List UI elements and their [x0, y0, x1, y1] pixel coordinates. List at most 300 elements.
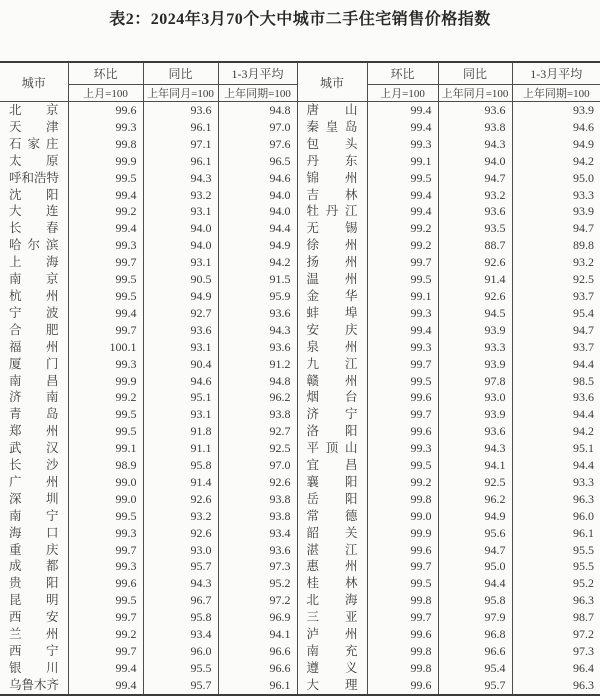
value-cell: 89.8 [573, 238, 594, 253]
city-cell: 遵义 [297, 660, 367, 677]
value-cell: 99.3 [367, 339, 438, 356]
table-row [0, 508, 600, 525]
city-cell: 烟台 [297, 389, 367, 406]
city-cell: 成都 [0, 558, 68, 575]
value-cell: 99.6 [367, 677, 438, 695]
value-cell: 93.1 [143, 254, 218, 271]
table-row [0, 525, 600, 542]
table-row [0, 677, 600, 695]
value-cell: 94.4 [438, 575, 512, 592]
value-cell: 93.9 [573, 204, 594, 219]
value-cell: 96.0 [573, 508, 594, 523]
city-cell: 沈阳 [0, 187, 68, 204]
value-cell: 95.1 [573, 441, 594, 456]
value-cell: 94.0 [218, 187, 297, 204]
value-cell: 94.9 [573, 136, 594, 151]
value-cell: 95.0 [438, 558, 512, 575]
value-cell: 99.7 [367, 406, 438, 423]
city-cell: 宜昌 [297, 457, 367, 474]
value-cell: 99.8 [367, 643, 438, 660]
value-cell: 92.6 [438, 288, 512, 305]
city-cell: 青岛 [0, 406, 68, 423]
value-cell: 99.2 [68, 389, 143, 406]
header-yoy-left: 同比 [143, 62, 218, 85]
table-row [0, 254, 600, 271]
table-row [0, 203, 600, 220]
value-cell: 94.4 [573, 356, 594, 371]
value-cell: 99.0 [367, 508, 438, 525]
value-cell: 94.9 [143, 288, 218, 305]
table-row [0, 558, 600, 575]
city-cell: 南昌 [0, 373, 68, 390]
city-cell: 天津 [0, 119, 68, 136]
city-cell: 金华 [297, 288, 367, 305]
header-city-left: 城市 [0, 62, 68, 102]
value-cell: 99.7 [367, 558, 438, 575]
value-cell: 99.2 [68, 626, 143, 643]
value-cell: 98.5 [573, 373, 594, 388]
header-yoy-base-right: 上年同月=100 [438, 85, 512, 102]
table-row [0, 356, 600, 373]
value-cell: 99.7 [68, 643, 143, 660]
value-cell: 99.3 [68, 525, 143, 542]
table-row [0, 187, 600, 204]
value-cell: 94.3 [143, 575, 218, 592]
city-cell: 重庆 [0, 542, 68, 559]
value-cell: 93.6 [218, 305, 297, 322]
value-cell: 99.1 [367, 288, 438, 305]
city-cell: 郑州 [0, 423, 68, 440]
table-row [0, 170, 600, 187]
value-cell: 96.8 [438, 626, 512, 643]
table-row [0, 305, 600, 322]
value-cell: 97.2 [218, 592, 297, 609]
table-row [0, 237, 600, 254]
table-row [0, 491, 600, 508]
table-row [0, 406, 600, 423]
city-cell: 常德 [297, 508, 367, 525]
value-cell: 97.2 [573, 627, 594, 642]
value-cell: 99.4 [68, 677, 143, 695]
value-cell: 99.3 [367, 305, 438, 322]
value-cell: 99.2 [68, 203, 143, 220]
header-yoy-base-left: 上年同月=100 [143, 85, 218, 102]
value-cell: 96.4 [573, 660, 594, 675]
value-cell: 93.1 [143, 339, 218, 356]
value-cell: 93.0 [143, 542, 218, 559]
city-cell: 温州 [297, 271, 367, 288]
table-body [0, 102, 600, 695]
value-cell: 99.4 [68, 187, 143, 204]
value-cell: 94.5 [438, 305, 512, 322]
city-cell: 泸州 [297, 626, 367, 643]
header-mom-base-right: 上月=100 [367, 85, 438, 102]
value-cell: 99.1 [68, 440, 143, 457]
value-cell: 99.7 [367, 609, 438, 626]
value-cell: 99.5 [68, 271, 143, 288]
table-row [0, 609, 600, 626]
value-cell: 96.0 [143, 643, 218, 660]
city-cell: 上海 [0, 254, 68, 271]
city-cell: 平顶山 [297, 440, 367, 457]
city-cell: 安庆 [297, 322, 367, 339]
value-cell: 93.8 [218, 491, 297, 508]
value-cell: 94.8 [218, 102, 297, 119]
city-cell: 秦皇岛 [297, 119, 367, 136]
value-cell: 93.3 [438, 339, 512, 356]
value-cell: 97.9 [438, 609, 512, 626]
value-cell: 97.8 [438, 373, 512, 390]
value-cell: 93.7 [573, 339, 594, 354]
value-cell: 99.9 [367, 525, 438, 542]
value-cell: 99.4 [367, 102, 438, 119]
header-mom-left: 环比 [68, 62, 143, 85]
value-cell: 94.3 [438, 136, 512, 153]
value-cell: 95.5 [573, 542, 594, 557]
city-cell: 深圳 [0, 491, 68, 508]
value-cell: 93.2 [143, 187, 218, 204]
header-mom-right: 环比 [367, 62, 438, 85]
value-cell: 95.7 [438, 677, 512, 695]
table-row [0, 643, 600, 660]
table-row [0, 542, 600, 559]
value-cell: 93.6 [438, 203, 512, 220]
value-cell: 99.2 [367, 220, 438, 237]
header-avg-base-right: 上年同期=100 [512, 85, 600, 102]
table-row [0, 474, 600, 491]
header-avg-right: 1-3月平均 [512, 62, 600, 85]
city-cell: 洛阳 [297, 423, 367, 440]
value-cell: 99.6 [367, 389, 438, 406]
value-cell: 99.3 [68, 119, 143, 136]
value-cell: 99.5 [367, 457, 438, 474]
value-cell: 94.7 [573, 322, 594, 337]
city-cell: 扬州 [297, 254, 367, 271]
table-header [0, 62, 600, 102]
value-cell: 99.4 [367, 203, 438, 220]
value-cell: 97.1 [143, 136, 218, 153]
city-cell: 哈尔滨 [0, 237, 68, 254]
value-cell: 95.4 [573, 305, 594, 320]
city-cell: 韶关 [297, 525, 367, 542]
value-cell: 97.0 [218, 119, 297, 136]
city-cell: 吉林 [297, 187, 367, 204]
value-cell: 99.5 [68, 508, 143, 525]
value-cell: 96.1 [143, 119, 218, 136]
value-cell: 93.6 [143, 102, 218, 119]
city-cell: 南京 [0, 271, 68, 288]
city-cell: 锦州 [297, 170, 367, 187]
value-cell: 94.6 [143, 373, 218, 390]
value-cell: 99.9 [68, 153, 143, 170]
value-cell: 92.7 [143, 305, 218, 322]
value-cell: 93.6 [438, 423, 512, 440]
value-cell: 94.7 [438, 170, 512, 187]
city-cell: 呼和浩特 [0, 170, 68, 187]
value-cell: 93.8 [438, 119, 512, 136]
value-cell: 93.7 [573, 288, 594, 303]
city-cell: 桂林 [297, 575, 367, 592]
table-row [0, 271, 600, 288]
table-row [0, 322, 600, 339]
city-cell: 泉州 [297, 339, 367, 356]
value-cell: 98.7 [573, 610, 594, 625]
value-cell: 99.5 [367, 271, 438, 288]
value-cell: 93.6 [218, 339, 297, 356]
value-cell: 95.9 [218, 288, 297, 305]
value-cell: 94.7 [573, 221, 594, 236]
value-cell: 96.2 [218, 389, 297, 406]
value-cell: 95.8 [143, 457, 218, 474]
city-cell: 南充 [297, 643, 367, 660]
table-row [0, 389, 600, 406]
value-cell: 96.3 [573, 491, 594, 506]
table-row [0, 626, 600, 643]
table-row [0, 339, 600, 356]
value-cell: 93.9 [438, 322, 512, 339]
city-cell: 武汉 [0, 440, 68, 457]
value-cell: 99.0 [68, 491, 143, 508]
city-cell: 杭州 [0, 288, 68, 305]
value-cell: 94.6 [218, 170, 297, 187]
value-cell: 94.3 [218, 322, 297, 339]
city-cell: 丹东 [297, 153, 367, 170]
value-cell: 99.7 [68, 322, 143, 339]
city-cell: 包头 [297, 136, 367, 153]
table-row [0, 575, 600, 592]
value-cell: 94.2 [218, 254, 297, 271]
value-cell: 99.3 [68, 356, 143, 373]
price-index-table [0, 61, 600, 696]
table-row [0, 220, 600, 237]
value-cell: 93.1 [143, 406, 218, 423]
value-cell: 94.3 [438, 440, 512, 457]
value-cell: 91.4 [438, 271, 512, 288]
table-row [0, 423, 600, 440]
value-cell: 99.5 [68, 288, 143, 305]
value-cell: 94.0 [438, 153, 512, 170]
value-cell: 96.3 [573, 593, 594, 608]
value-cell: 92.5 [218, 440, 297, 457]
value-cell: 99.5 [367, 575, 438, 592]
value-cell: 94.7 [438, 542, 512, 559]
value-cell: 93.9 [438, 406, 512, 423]
value-cell: 95.6 [438, 525, 512, 542]
value-cell: 97.3 [573, 644, 594, 658]
value-cell: 93.2 [438, 187, 512, 204]
value-cell: 90.4 [143, 356, 218, 373]
city-cell: 乌鲁木齐 [0, 677, 68, 695]
city-cell: 长沙 [0, 457, 68, 474]
header-city-right: 城市 [297, 62, 367, 102]
value-cell: 92.6 [438, 254, 512, 271]
value-cell: 96.9 [218, 609, 297, 626]
value-cell: 94.1 [438, 457, 512, 474]
value-cell: 93.5 [438, 220, 512, 237]
value-cell: 99.4 [68, 660, 143, 677]
value-cell: 94.2 [573, 424, 594, 439]
city-cell: 赣州 [297, 373, 367, 390]
value-cell: 99.6 [68, 575, 143, 592]
value-cell: 94.0 [143, 237, 218, 254]
value-cell: 99.5 [367, 170, 438, 187]
value-cell: 99.4 [367, 187, 438, 204]
table-title: 表2：2024年3月70个大中城市二手住宅销售价格指数 [109, 11, 491, 28]
header-avg-left: 1-3月平均 [218, 62, 297, 85]
table-row [0, 288, 600, 305]
value-cell: 92.6 [143, 525, 218, 542]
header-avg-base-left: 上年同期=100 [218, 85, 297, 102]
value-cell: 93.0 [438, 389, 512, 406]
city-cell: 兰州 [0, 626, 68, 643]
city-cell: 石家庄 [0, 136, 68, 153]
city-cell: 湛江 [297, 542, 367, 559]
value-cell: 92.6 [143, 491, 218, 508]
city-cell: 大连 [0, 203, 68, 220]
value-cell: 91.5 [218, 271, 297, 288]
city-cell: 海口 [0, 525, 68, 542]
value-cell: 92.7 [218, 423, 297, 440]
value-cell: 99.6 [68, 102, 143, 119]
city-cell: 合肥 [0, 322, 68, 339]
header-mom-base-left: 上月=100 [68, 85, 143, 102]
city-cell: 福州 [0, 339, 68, 356]
value-cell: 94.8 [218, 373, 297, 390]
value-cell: 96.3 [573, 677, 594, 692]
city-cell: 西宁 [0, 643, 68, 660]
value-cell: 95.7 [143, 558, 218, 575]
value-cell: 92.6 [218, 474, 297, 491]
city-cell: 惠州 [297, 558, 367, 575]
value-cell: 99.5 [68, 423, 143, 440]
value-cell: 96.6 [438, 643, 512, 660]
value-cell: 91.2 [218, 356, 297, 373]
value-cell: 90.5 [143, 271, 218, 288]
value-cell: 99.0 [68, 474, 143, 491]
value-cell: 97.6 [218, 136, 297, 153]
table-row [0, 660, 600, 677]
city-cell: 唐山 [297, 102, 367, 119]
value-cell: 94.9 [438, 508, 512, 525]
city-cell: 大理 [297, 677, 367, 695]
city-cell: 牡丹江 [297, 203, 367, 220]
city-cell: 厦门 [0, 356, 68, 373]
value-cell: 91.8 [143, 423, 218, 440]
value-cell: 95.2 [573, 576, 594, 591]
value-cell: 95.7 [143, 677, 218, 695]
value-cell: 99.3 [68, 558, 143, 575]
value-cell: 99.6 [367, 626, 438, 643]
value-cell: 99.3 [367, 440, 438, 457]
value-cell: 99.8 [367, 592, 438, 609]
value-cell: 96.5 [218, 153, 297, 170]
table-row [0, 373, 600, 390]
value-cell: 96.1 [573, 525, 594, 540]
value-cell: 99.7 [367, 254, 438, 271]
value-cell: 97.3 [218, 558, 297, 575]
value-cell: 99.3 [367, 136, 438, 153]
value-cell: 99.2 [367, 474, 438, 491]
value-cell: 99.5 [367, 373, 438, 390]
value-cell: 95.2 [218, 575, 297, 592]
value-cell: 99.7 [367, 356, 438, 373]
city-cell: 无锡 [297, 220, 367, 237]
city-cell: 南宁 [0, 508, 68, 525]
value-cell: 96.2 [438, 491, 512, 508]
value-cell: 92.5 [573, 272, 594, 287]
city-cell: 九江 [297, 356, 367, 373]
value-cell: 99.3 [68, 237, 143, 254]
city-cell: 贵阳 [0, 575, 68, 592]
value-cell: 93.9 [573, 103, 594, 117]
value-cell: 93.8 [218, 406, 297, 423]
table-row [0, 457, 600, 474]
value-cell: 99.5 [68, 406, 143, 423]
value-cell: 91.4 [143, 474, 218, 491]
value-cell: 99.5 [68, 592, 143, 609]
city-cell: 济宁 [297, 406, 367, 423]
value-cell: 95.8 [143, 609, 218, 626]
value-cell: 99.9 [68, 373, 143, 390]
table-row [0, 119, 600, 136]
city-cell: 广州 [0, 474, 68, 491]
table-row [0, 136, 600, 153]
value-cell: 98.9 [68, 457, 143, 474]
value-cell: 100.1 [68, 339, 143, 356]
table-row [0, 592, 600, 609]
table-row [0, 153, 600, 170]
city-cell: 岳阳 [297, 491, 367, 508]
header-yoy-right: 同比 [438, 62, 512, 85]
city-cell: 银川 [0, 660, 68, 677]
value-cell: 95.1 [143, 389, 218, 406]
value-cell: 99.8 [68, 136, 143, 153]
city-cell: 北海 [297, 592, 367, 609]
value-cell: 99.2 [367, 237, 438, 254]
value-cell: 99.7 [68, 542, 143, 559]
value-cell: 99.6 [367, 423, 438, 440]
city-cell: 襄阳 [297, 474, 367, 491]
value-cell: 93.1 [143, 203, 218, 220]
value-cell: 93.6 [438, 102, 512, 119]
value-cell: 93.2 [573, 255, 594, 270]
value-cell: 91.1 [143, 440, 218, 457]
value-cell: 94.9 [218, 237, 297, 254]
value-cell: 93.3 [573, 474, 594, 489]
value-cell: 94.1 [218, 626, 297, 643]
value-cell: 99.4 [68, 305, 143, 322]
value-cell: 99.8 [367, 491, 438, 508]
value-cell: 94.6 [573, 119, 594, 134]
city-cell: 西安 [0, 609, 68, 626]
value-cell: 99.7 [68, 609, 143, 626]
value-cell: 94.4 [573, 458, 594, 473]
table-row [0, 102, 600, 119]
value-cell: 94.4 [573, 407, 594, 422]
city-cell: 宁波 [0, 305, 68, 322]
city-cell: 三亚 [297, 609, 367, 626]
city-cell: 北京 [0, 102, 68, 119]
table-row [0, 440, 600, 457]
value-cell: 99.7 [68, 254, 143, 271]
city-cell: 徐州 [297, 237, 367, 254]
value-cell: 97.0 [218, 457, 297, 474]
value-cell: 93.6 [143, 322, 218, 339]
value-cell: 96.6 [218, 643, 297, 660]
value-cell: 94.3 [143, 170, 218, 187]
value-cell: 92.5 [438, 474, 512, 491]
value-cell: 99.5 [68, 170, 143, 187]
